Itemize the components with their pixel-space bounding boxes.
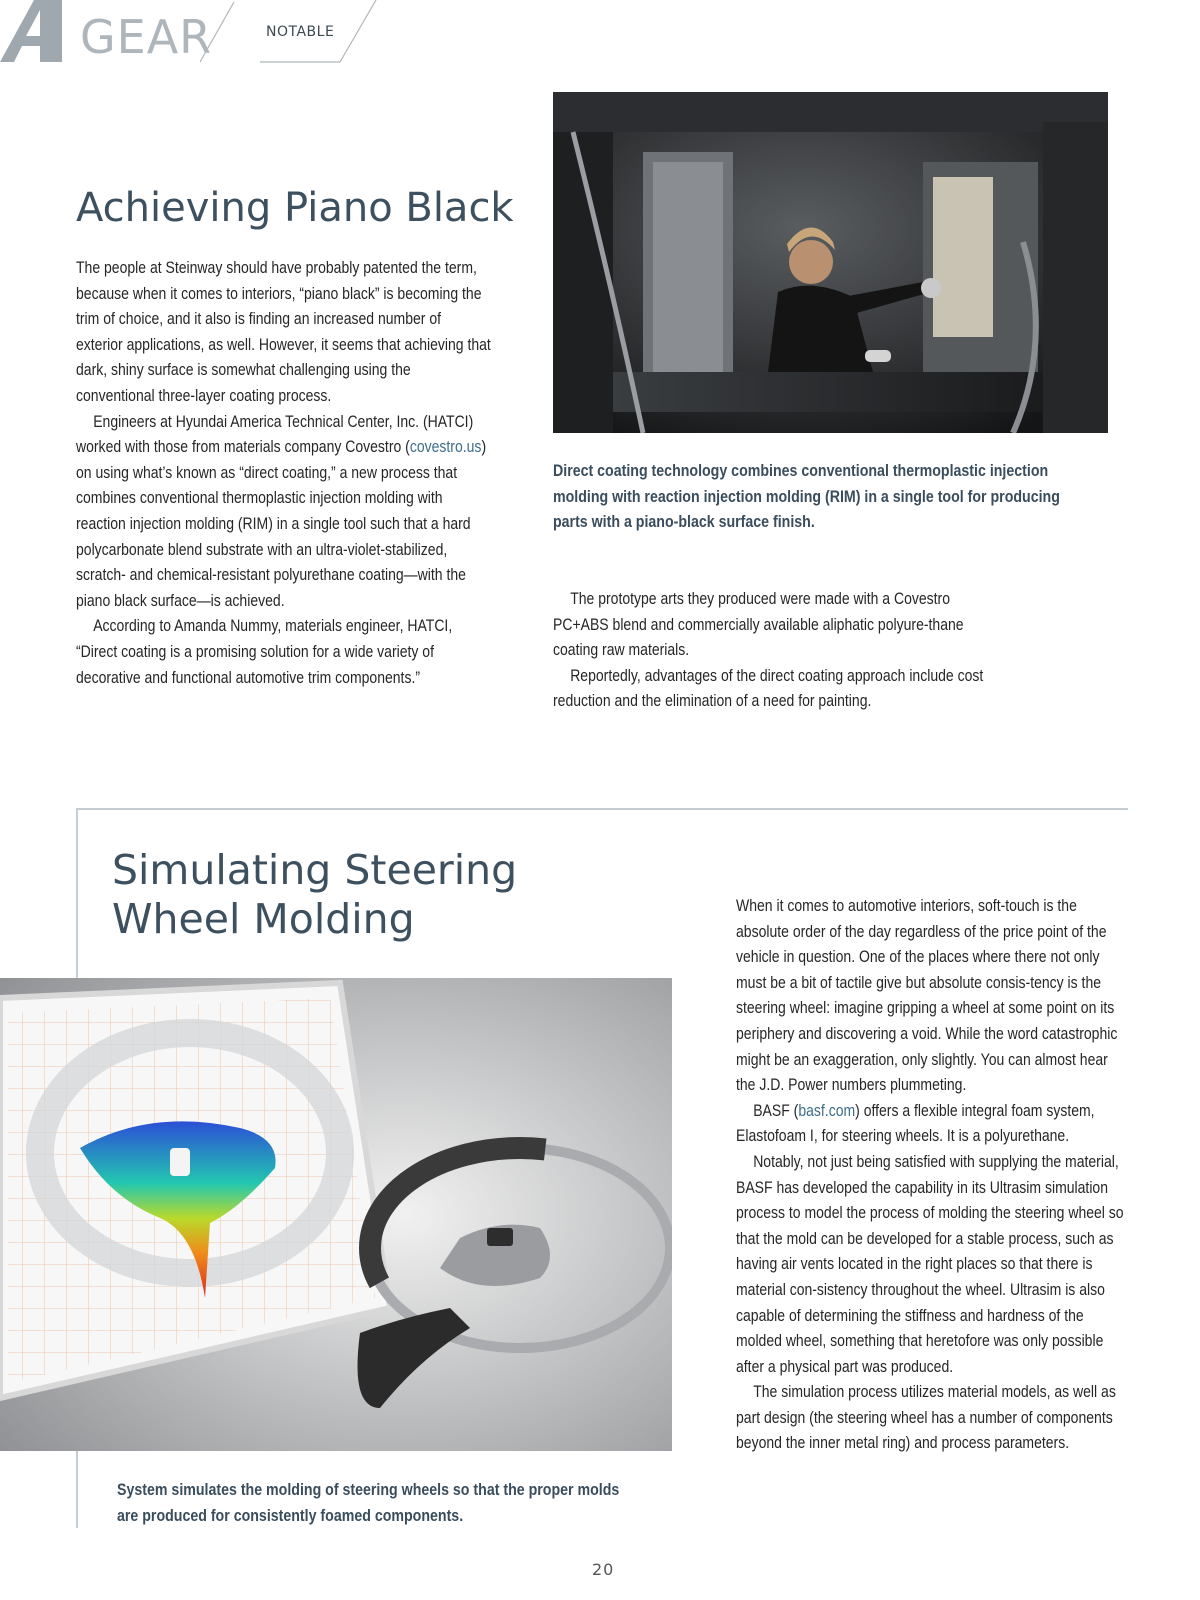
paragraph: When it comes to automotive interiors, soft-touch is the absolute order of the day regardless of the price point of the vehicle in question. One of the places where there not only must be a bit of tactile give but absolute consis-tency is the steering wheel: imagine gripping a wheel at some point on its periphery and discovering a void. While the word catastrophic might be an exaggeration, only slightly. You can almost hear the J.D. Power numbers plummeting. <box>736 897 1118 1095</box>
photo-caption: Direct coating technology combines conventional thermoplastic injection molding with reaction injection molding (RIM) in a single tool for producing parts with a piano-black surface finish. <box>553 462 1060 532</box>
article-body-continued <box>553 587 1002 715</box>
paragraph: BASF (basf.com) offers a flexible integral foam system, Elastofoam I, for steering wheels. It is a polyurethane. <box>736 1101 1095 1146</box>
paragraph: Engineers at Hyundai America Technical Center, Inc. (HATCI) worked with those from materials company Covestro (covestro.us) on using what’s known as “direct coating,” a new process that combines conventional thermoplastic injection molding with reaction injection molding (RIM) in a single tool such that a hard polycarbonate blend substrate with an ultra-violet-stabilized, scratch- and chemical-resistant polyurethane coating—with the piano black surface—is achieved. <box>76 412 487 610</box>
article-title: Simulating Steering Wheel Molding <box>112 846 518 943</box>
subsection-label: NOTABLE <box>266 24 335 40</box>
paragraph: Notably, not just being satisfied with supplying the material, BASF has developed the capability in its Ultrasim simulation process to model the process of molding the steering wheel so that the mold can be developed for a stable process, such as having air vents located in the right places so that there is material con-sistency throughout the wheel. Ultrasim is also capable of determining the stiffness and hardness of the molded wheel, something that heretofore was only possible after a physical part was produced. <box>736 1152 1124 1376</box>
paragraph: The simulation process utilizes material models, as well as part design (the steering wheel has a number of components beyond the inner metal ring) and process parameters. <box>736 1383 1116 1453</box>
paragraph: Reportedly, advantages of the direct coating approach include cost reduction and the elimination of a need for painting. <box>553 666 984 711</box>
section-title: GEAR <box>80 10 213 64</box>
section-rule-top <box>76 808 1128 810</box>
article-body <box>76 256 491 691</box>
paragraph: The people at Steinway should have probably patented the term, because when it comes to interiors, “piano black” is becoming the trim of choice, and it also is finding an increased number of exterior applications, as well. However, it seems that achieving that dark, shiny surface is somewhat challenging using the conventional three-layer coating process. <box>76 259 491 405</box>
paragraph: According to Amanda Nummy, materials engineer, HATCI, “Direct coating is a promising solution for a wide variety of decorative and functional automotive trim components.” <box>76 617 453 687</box>
photo-caption: System simulates the molding of steering wheels so that the proper molds are produced for consistently foamed components. <box>117 1481 620 1525</box>
a-logo-icon <box>0 0 62 62</box>
page-number: 20 <box>592 1560 615 1579</box>
covestro-link[interactable]: covestro.us <box>409 438 482 457</box>
paragraph: The prototype arts they produced were made with a Covestro PC+ABS blend and commercially available aliphatic polyure-thane coating raw materials. <box>553 590 964 660</box>
article-title: Achieving Piano Black <box>76 185 514 231</box>
steering-wheel-simulation-photo <box>0 978 672 1451</box>
injection-molding-photo <box>553 92 1108 433</box>
basf-link[interactable]: basf.com <box>798 1101 856 1120</box>
article-body <box>736 894 1130 1457</box>
